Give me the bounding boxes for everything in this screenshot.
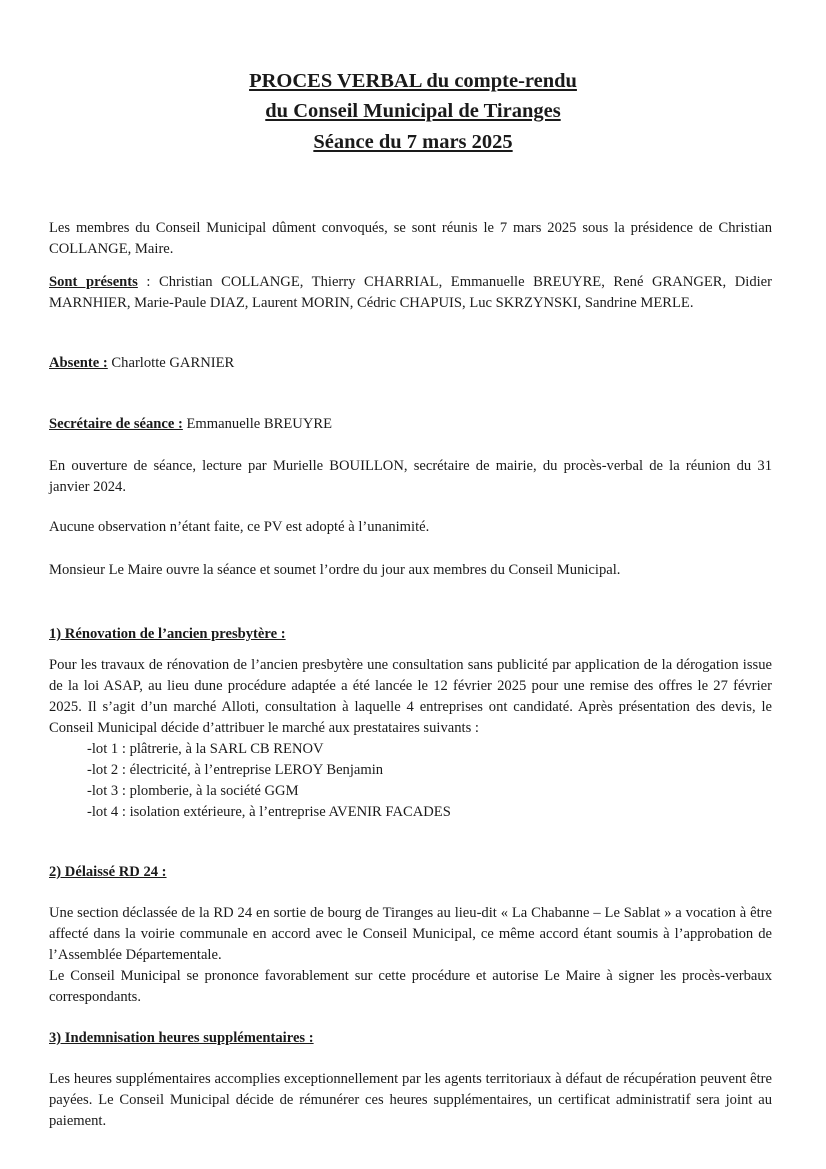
absente-paragraph: [49, 353, 772, 374]
secretaire-label: Secrétaire de séance :: [49, 416, 183, 432]
section-1-heading: 1) Rénovation de l’ancien presbytère :: [49, 626, 286, 642]
ouverture-paragraph: En ouverture de séance, lecture par Murielle BOUILLON, secrétaire de mairie, du procès-verbal de la réunion du 31 janvier 2024.: [49, 458, 772, 495]
presents-separator: :: [137, 274, 160, 290]
lot-item: -lot 1 : plâtrerie, à la SARL CB RENOV: [87, 741, 324, 757]
title-line-2: du Conseil Municipal de Tiranges: [265, 100, 561, 122]
section-3-heading: 3) Indemnisation heures supplémentaires :: [49, 1030, 314, 1046]
observation-paragraph: Aucune observation n’étant faite, ce PV est adopté à l’unanimité.: [49, 519, 430, 535]
maire-paragraph: Monsieur Le Maire ouvre la séance et soumet l’ordre du jour aux membres du Conseil Municipal.: [49, 562, 621, 578]
section-1-body: Pour les travaux de rénovation de l’ancien presbytère une consultation sans publicité par application de la dérogation issue de la loi ASAP, au lieu dune procédure adaptée a été lancée le 12 février 2025 pour une remise des offres le 27 février 2025. Il s’agit d’un marché Alloti, consultation à laquelle 4 entreprises ont candidaté. Après présentation des devis, le Conseil Municipal décide d’attribuer le marché aux prestataires suivants :: [49, 657, 772, 736]
section-2-body-1: Une section déclassée de la RD 24 en sortie de bourg de Tiranges au lieu-dit « La Chabanne – Le Sablat » a vocation à être affecté dans la voirie communale en accord avec le Conseil Municipal, ce même accord étant soumis à l’approbation de l’Assemblée Départementale.: [49, 905, 772, 963]
lot-item: -lot 4 : isolation extérieure, à l’entreprise AVENIR FACADES: [87, 804, 451, 820]
lot-item: -lot 2 : électricité, à l’entreprise LEROY Benjamin: [87, 762, 384, 778]
intro-paragraph: Les membres du Conseil Municipal dûment convoqués, se sont réunis le 7 mars 2025 sous la présidence de Christian COLLANGE, Maire.: [49, 220, 772, 257]
presents-paragraph: [49, 272, 772, 314]
secretaire-paragraph: [49, 414, 772, 435]
section-2-body-2: Le Conseil Municipal se prononce favorablement sur cette procédure et autorise Le Maire à signer les procès-verbaux correspondants.: [49, 968, 772, 1005]
lot-item: -lot 3 : plomberie, à la société GGM: [87, 783, 299, 799]
title-line-1: PROCES VERBAL du compte-rendu: [249, 70, 577, 92]
presents-names: Christian COLLANGE, Thierry CHARRIAL, Emmanuelle BREUYRE, René GRANGER, Didier MARNHIER, Marie-Paule DIAZ, Laurent MORIN, Cédric CHAPUIS, Luc SKRZYNSKI, Sandrine MERLE.: [49, 274, 773, 311]
section-3-body: Les heures supplémentaires accomplies exceptionnellement par les agents territoriaux à défaut de récupération peuvent être payées. Le Conseil Municipal décide de rémunérer ces heures supplémentaires, un certificat administratif sera joint au paiement.: [49, 1071, 772, 1129]
title-line-3: Séance du 7 mars 2025: [313, 131, 513, 153]
section-2-heading: 2) Délaissé RD 24 :: [49, 864, 167, 880]
absente-label: Absente :: [49, 355, 108, 371]
secretaire-names: Emmanuelle BREUYRE: [182, 416, 333, 432]
presents-label: Sont présents: [49, 274, 138, 290]
absente-names: Charlotte GARNIER: [107, 355, 235, 371]
